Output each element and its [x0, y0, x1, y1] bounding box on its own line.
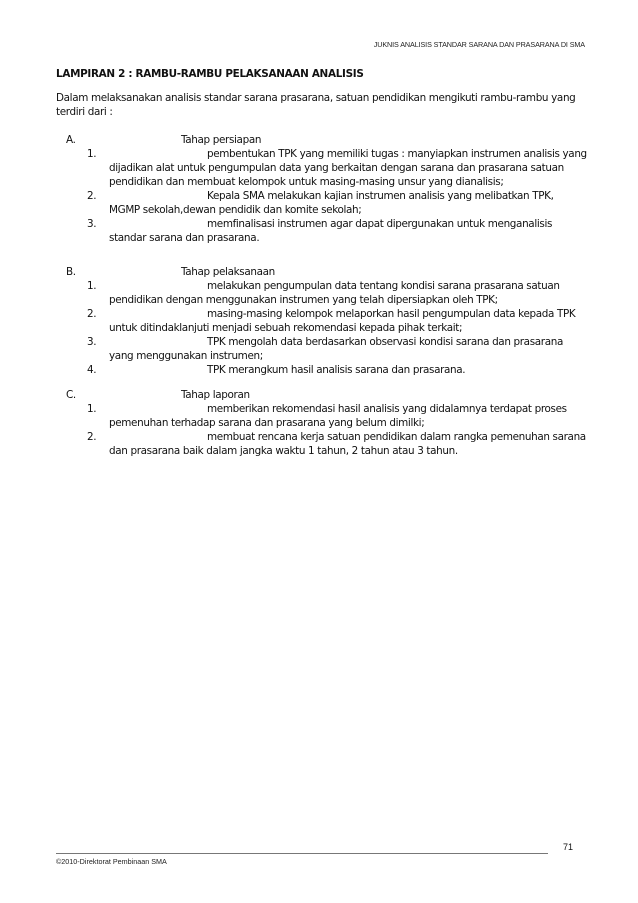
section-laporan: [56, 388, 596, 458]
item-number: 1.: [87, 148, 97, 160]
page-number: 71: [563, 842, 574, 852]
section-heading: [56, 265, 596, 279]
item-number: 3.: [87, 336, 97, 348]
footer-copyright: ©2010-Direktorat Pembinaan SMA: [56, 857, 167, 866]
section-letter: B.: [66, 266, 76, 278]
item-number: 1.: [87, 403, 97, 415]
section-heading: [56, 133, 596, 147]
section-title: Tahap pelaksanaan: [181, 266, 275, 278]
item-text: melakukan pengumpulan data tentang kondisi sarana prasarana satuan pendidikan dengan menggunakan instrumen yang telah dipersiapkan oleh TPK;: [109, 280, 560, 306]
list-item: [56, 279, 596, 307]
list-item: [56, 189, 596, 217]
list-item: [56, 363, 596, 377]
item-text: Kepala SMA melakukan kajian instrumen analisis yang melibatkan TPK, MGMP sekolah,dewan pendidik dan komite sekolah;: [109, 190, 554, 216]
item-text: memberikan rekomendasi hasil analisis yang didalamnya terdapat proses pemenuhan terhadap sarana dan prasarana yang belum dimilki;: [109, 403, 567, 429]
item-text: TPK mengolah data berdasarkan observasi kondisi sarana dan prasarana yang menggunakan instrumen;: [109, 336, 563, 362]
list-item: [56, 217, 596, 245]
section-letter: C.: [66, 389, 76, 401]
item-text: TPK merangkum hasil analisis sarana dan prasarana.: [207, 364, 466, 376]
item-text: membuat rencana kerja satuan pendidikan dalam rangka pemenuhan sarana dan prasarana baik dalam jangka waktu 1 tahun, 2 tahun atau 3 tahun.: [109, 431, 586, 457]
item-number: 2.: [87, 431, 97, 443]
item-text: pembentukan TPK yang memiliki tugas : manyiapkan instrumen analisis yang dijadikan alat untuk pengumpulan data yang berkaitan dengan sarana dan prasarana satuan pendidikan dan membuat kelompok untuk masing-masing unsur yang dianalisis;: [109, 148, 587, 188]
section-letter: A.: [66, 134, 76, 146]
list-item: [56, 307, 596, 335]
intro-paragraph: Dalam melaksanakan analisis standar sarana prasarana, satuan pendidikan mengikuti rambu-rambu yang terdiri dari :: [56, 92, 576, 118]
list-item: [56, 335, 596, 363]
list-item: [56, 430, 596, 458]
item-number: 1.: [87, 280, 97, 292]
running-header: JUKNIS ANALISIS STANDAR SARANA DAN PRASARANA DI SMA: [373, 40, 585, 49]
footer-divider: [56, 853, 548, 854]
list-item: [56, 147, 596, 189]
section-pelaksanaan: [56, 265, 596, 377]
section-persiapan: [56, 133, 596, 245]
section-title: Tahap persiapan: [181, 134, 262, 146]
section-title: Tahap laporan: [181, 389, 250, 401]
item-number: 3.: [87, 218, 97, 230]
list-item: [56, 402, 596, 430]
item-text: memfinalisasi instrumen agar dapat dipergunakan untuk menganalisis standar sarana dan prasarana.: [109, 218, 553, 244]
item-text: masing-masing kelompok melaporkan hasil pengumpulan data kepada TPK untuk ditindaklanjuti menjadi sebuah rekomendasi kepada pihak terkait;: [109, 308, 576, 334]
item-number: 4.: [87, 364, 97, 376]
item-number: 2.: [87, 308, 97, 320]
section-heading: [56, 388, 596, 402]
page-title: LAMPIRAN 2 : RAMBU-RAMBU PELAKSANAAN ANALISIS: [56, 68, 364, 80]
item-number: 2.: [87, 190, 97, 202]
